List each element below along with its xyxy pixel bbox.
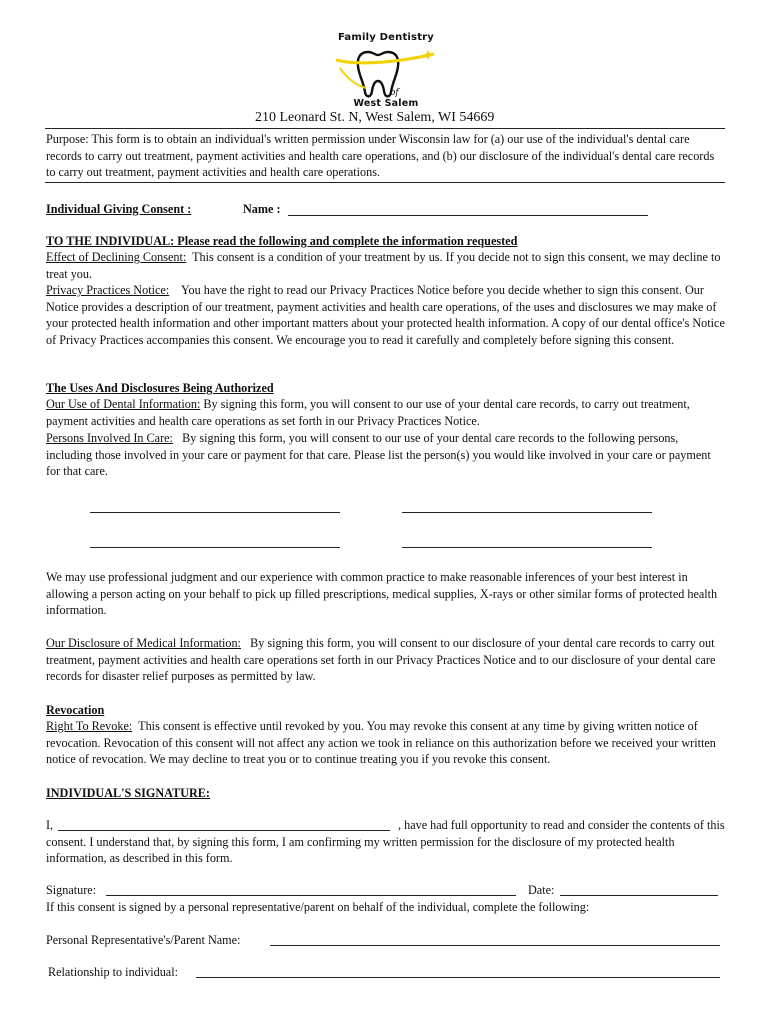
persons-involved-label: Persons Involved In Care: bbox=[46, 431, 173, 445]
representative-name-field[interactable] bbox=[270, 945, 720, 946]
date-label: Date: bbox=[528, 883, 555, 897]
consent-name-label: Name : bbox=[243, 202, 281, 216]
logo-location-text: West Salem bbox=[353, 98, 419, 109]
persons-involved-text: By signing this form, you will consent to our use of your dental care records to the following persons, including those involved in your care or payment for that care. Please list the person(s) you would like involved in your care or payment for that care. bbox=[46, 431, 711, 478]
representative-name-label: Personal Representative's/Parent Name: bbox=[46, 933, 241, 947]
header-divider-bottom bbox=[45, 182, 725, 183]
declining-consent-text: This consent is a condition of your treatment by us. If you decide not to sign this consent, we may decline to treat you. bbox=[46, 250, 721, 281]
dental-info-text: By signing this form, you will consent to our use of your dental care records, to carry out treatment, payment activities and health care operations as set forth in our Privacy Practices Notice. bbox=[46, 397, 690, 428]
relationship-field[interactable] bbox=[196, 977, 720, 978]
person-field-2[interactable] bbox=[402, 512, 652, 513]
disclosure-text: By signing this form, you will consent to our disclosure of your dental care records to carry out treatment, payment activities and health care operations set forth in our Privacy Practices Notice and to our disclosure of your dental care records for disaster relief purposes as permitted by law. bbox=[46, 636, 716, 683]
privacy-notice-paragraph bbox=[46, 282, 726, 348]
uses-heading: The Uses And Disclosures Being Authorized bbox=[46, 381, 274, 395]
representative-note: If this consent is signed by a personal representative/parent on behalf of the individual, complete the following: bbox=[46, 900, 590, 914]
dental-info-label: Our Use of Dental Information: bbox=[46, 397, 201, 411]
purpose-paragraph: Purpose: This form is to obtain an individual's written permission under Wisconsin law for (a) our use of the individual's dental care records to carry out treatment, payment activities and health care operations, and (b) our disclosure of the individual's dental care records to carry out treatment, payment activities and health care operations. bbox=[46, 132, 715, 179]
right-to-revoke-label: Right To Revoke: bbox=[46, 719, 133, 733]
privacy-notice-text: You have the right to read our Privacy Practices Notice before you decide whether to sign this consent. Our Notice provides a description of our treatment, payment activities and health care operations, of the uses and disclosures we may make of your protected health information and other important matters about your protected health information. A copy of our dental office's Notice of Privacy Practices accompanies this consent. We encourage you to read it carefully and completely before signing this consent. bbox=[46, 283, 725, 347]
privacy-notice-label: Privacy Practices Notice: bbox=[46, 283, 170, 297]
person-field-3[interactable] bbox=[90, 547, 340, 548]
dental-info-paragraph bbox=[46, 396, 726, 429]
disclosure-label: Our Disclosure of Medical Information: bbox=[46, 636, 241, 650]
header-divider-top bbox=[45, 128, 725, 129]
right-to-revoke-text: This consent is effective until revoked by you. You may revoke this consent at any time by giving written notice of revocation. Revocation of this consent will not affect any action we took in reliance on this authorization before we received your written notice of revocation. We may decline to treat you or to continue treating you if you revoke this consent. bbox=[46, 719, 716, 766]
tooth-icon bbox=[330, 44, 440, 106]
practice-address: 210 Leonard St. N, West Salem, WI 54669 bbox=[255, 110, 495, 125]
professional-judgment-paragraph: We may use professional judgment and our experience with common practice to make reasonable inferences of your best interest in allowing a person acting on your behalf to pick up filled prescriptions, medical supplies, X-rays or other similar forms of protected health information. bbox=[46, 570, 718, 617]
signature-field[interactable] bbox=[106, 895, 516, 896]
logo-title-text: Family Dentistry bbox=[337, 32, 435, 43]
consent-name-field[interactable] bbox=[288, 215, 648, 216]
person-field-4[interactable] bbox=[402, 547, 652, 548]
revocation-paragraph bbox=[46, 718, 726, 768]
relationship-label: Relationship to individual: bbox=[48, 965, 178, 979]
persons-involved-paragraph bbox=[46, 430, 726, 480]
revocation-heading: Revocation bbox=[46, 703, 105, 717]
practice-logo bbox=[330, 30, 440, 110]
person-field-1[interactable] bbox=[90, 512, 340, 513]
signature-label: Signature: bbox=[46, 883, 97, 897]
acknowledgement-paragraph: , have had full opportunity to read and consider the contents of this consent. I understand that, by signing this form, I am confirming my written permission for the disclosure of my protected health information, as described in this form. bbox=[46, 818, 725, 865]
consent-label: Individual Giving Consent : bbox=[46, 202, 192, 216]
disclosure-paragraph bbox=[46, 635, 726, 685]
date-field[interactable] bbox=[560, 895, 718, 896]
declining-consent-paragraph bbox=[46, 249, 726, 282]
i-prefix: I, bbox=[46, 818, 54, 832]
declining-consent-label: Effect of Declining Consent: bbox=[46, 250, 187, 264]
logo-of-text: of bbox=[390, 88, 399, 98]
to-individual-heading: TO THE INDIVIDUAL: Please read the following and complete the information requested bbox=[46, 234, 518, 248]
signature-heading: INDIVIDUAL'S SIGNATURE: bbox=[46, 786, 210, 800]
